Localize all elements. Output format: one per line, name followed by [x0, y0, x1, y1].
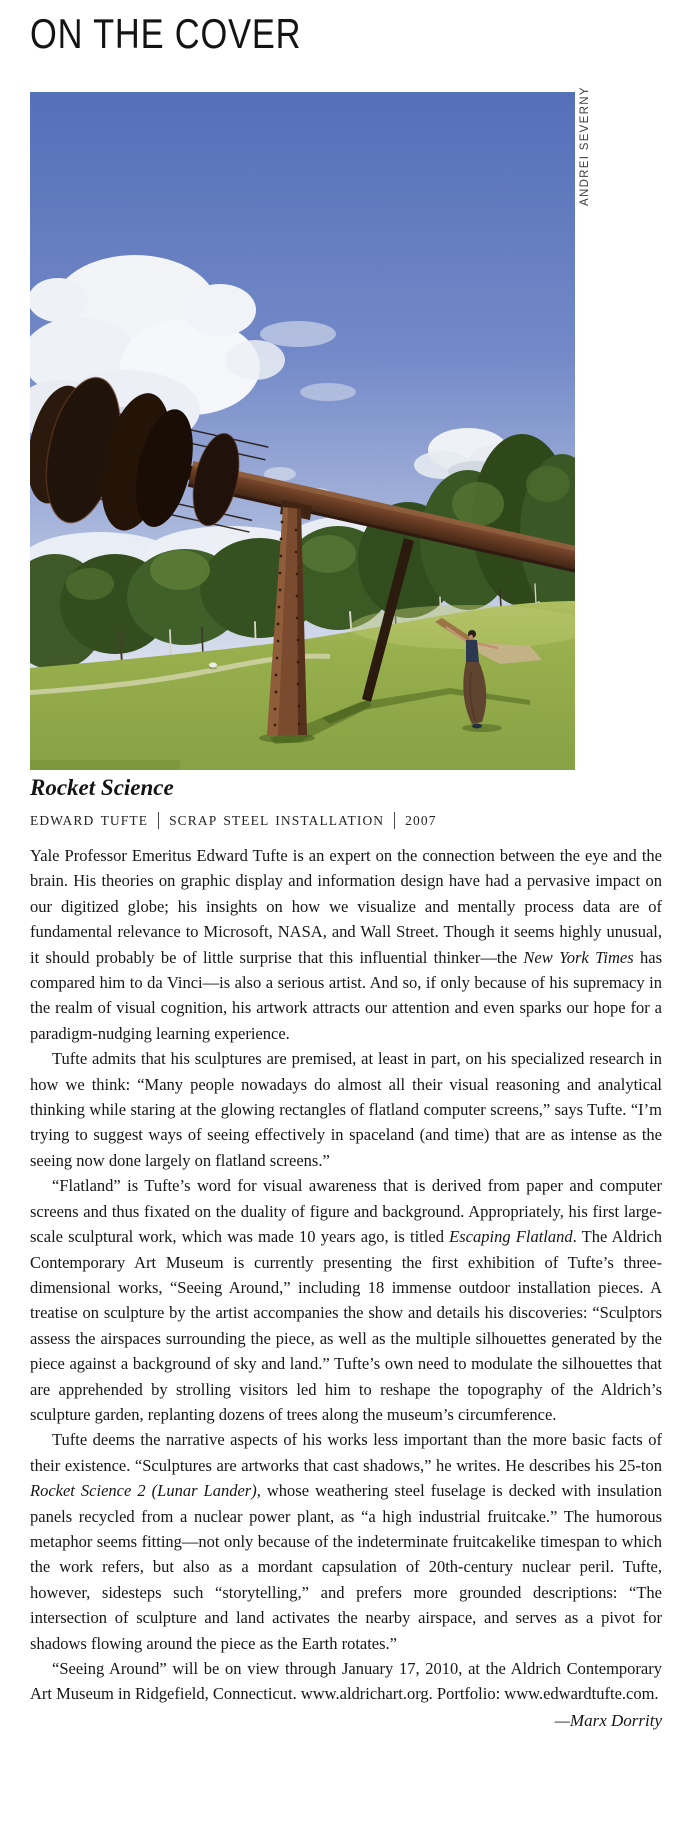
artwork-year: 2007 — [405, 813, 437, 828]
page-title: ON THE COVER — [30, 10, 302, 57]
article-paragraph: Yale Professor Emeritus Edward Tufte is an expert on the connection between the eye and the brain. His theories on graphic display and information design have had a pervasive impact on our digitized globe; his insights on how we visualize and mentally process data are of fundamental relevance to Microsoft, NASA, and Wall Street. Though it seems highly unusual, it should probably be of little surprise that this influential thinker—the New York Times has compared him to da Vinci—is also a serious artist. And so, if only because of his supremacy in the realm of visual cognition, his artwork attracts our attention and even sparks our hope for a paradigm-nudging learning experience. — [30, 846, 662, 1043]
article-paragraph: Tufte admits that his sculptures are premised, at least in part, on his specialized research in how we think: “Many people nowadays do almost all their visual reasoning and analytical thinking while staring at the glowing rectangles of flatland computer screens,” says Tufte. “I’m trying to suggest ways of seeing effectively in spaceland (and time) that are as intense as the seeing now done largely on flatland screens.” — [30, 1049, 662, 1170]
article-paragraph: “Seeing Around” will be on view through January 17, 2010, at the Aldrich Contemporary Art Museum in Ridgefield, Connecticut. www.aldrichart.org. Portfolio: www.edwardtufte.com. — [30, 1659, 662, 1704]
cover-photo-illustration — [30, 92, 575, 770]
artwork-artist: EDWARD TUFTE — [30, 813, 149, 828]
artwork-title: Rocket Science — [30, 775, 174, 800]
article-paragraphs — [30, 843, 662, 1707]
caption-divider — [394, 812, 395, 829]
caption-divider — [158, 812, 159, 829]
article-paragraph: “Flatland” is Tufte’s word for visual awareness that is derived from paper and computer screens and thus fixated on the duality of figure and background. Appropriately, his first large-scale sculptural work, which was made 10 years ago, is titled Escaping Flatland. The Aldrich Contemporary Art Museum is currently presenting the first exhibition of Tufte’s three-dimensional works, “Seeing Around,” including 18 immense outdoor installation pieces. A treatise on sculpture by the artist accompanies the show and details his discoveries: “Sculptors assess the airspaces surrounding the piece, as well as the multiple silhouettes generated by the piece against a background of sky and land.” Tufte’s own need to modulate the silhouettes that are apprehended by strolling visitors led him to reshape the topography of the Aldrich’s sculpture garden, replanting dozens of trees along the museum’s circumference. — [30, 1176, 662, 1424]
grass-shade — [30, 760, 180, 770]
author-attribution: —Marx Dorrity — [554, 1710, 662, 1730]
article-body — [30, 843, 662, 1733]
photo-credit: ANDREI SEVERNY — [579, 86, 591, 206]
artwork-credit-line — [30, 812, 437, 829]
article-paragraph: Tufte deems the narrative aspects of his works less important than the more basic facts of their existence. “Sculptures are artworks that cast shadows,” he writes. He describes his 25-ton Rocket Science 2 (Lunar Lander), whose weathering steel fuselage is decked with insulation panels recycled from a nuclear power plant, as “a high industrial fruitcake.” The humorous metaphor seems fitting—not only because of the indeterminate fruitcakelike timespan to which the work refers, but also as a mordant capsulation of 20th-century nuclear peril. Tufte, however, sidesteps such “storytelling,” and prefers more grounded descriptions: “The intersection of sculpture and land activates the nearby airspace, and serves as a pivot for shadows flowing around the piece as the Earth rotates.” — [30, 1430, 662, 1653]
cover-photo — [30, 92, 575, 770]
artwork-medium: SCRAP STEEL INSTALLATION — [169, 813, 385, 828]
